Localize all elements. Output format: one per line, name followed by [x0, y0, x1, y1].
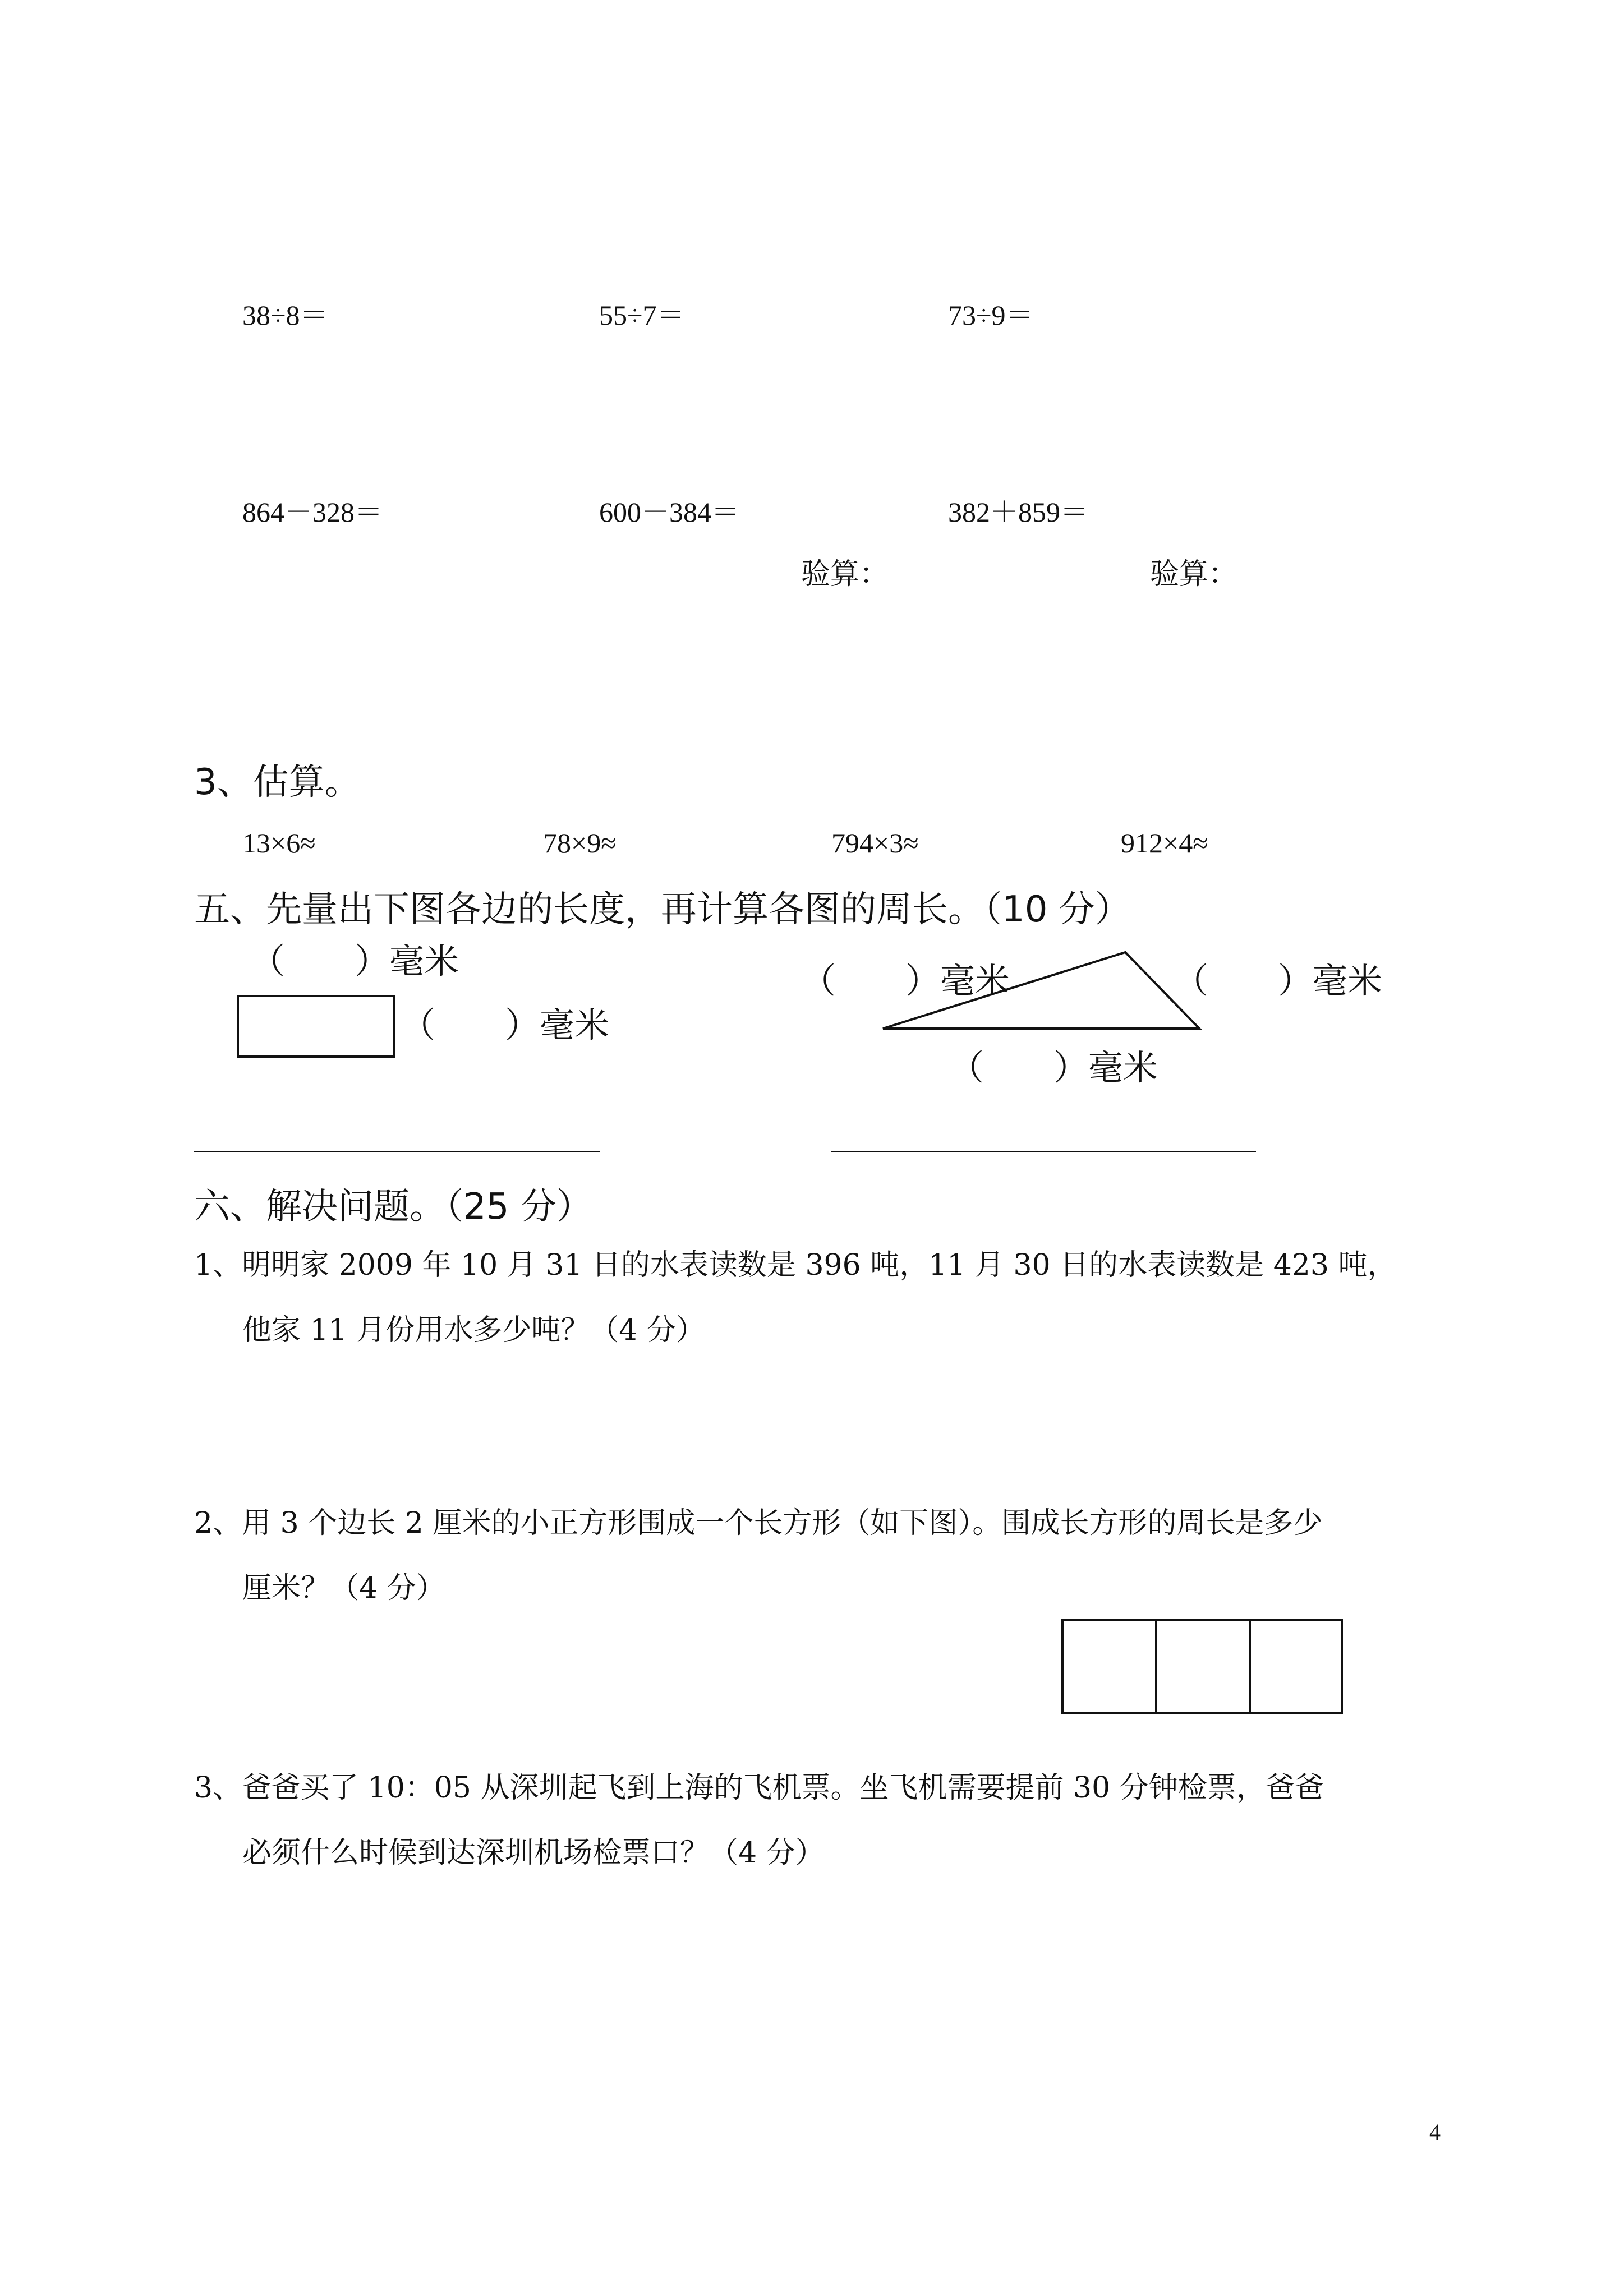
tri-left-label: （ ）毫米: [801, 960, 1010, 1001]
division-problem-1: 38÷8＝: [242, 299, 328, 331]
subtraction-problem-2: 600－384＝: [599, 496, 739, 528]
check-label-2: 验算：: [1150, 557, 1238, 591]
question-2-line-2: 厘米？（4 分）: [242, 1571, 445, 1605]
rect-right-label: （ ）毫米: [401, 1004, 610, 1045]
estimate-item-4: 912×4≈: [1121, 827, 1208, 859]
division-problem-2: 55÷7＝: [599, 299, 685, 331]
tri-right-label: （ ）毫米: [1174, 960, 1383, 1001]
square-divider-2: [1249, 1621, 1251, 1712]
addition-problem: 382＋859＝: [948, 496, 1088, 528]
square-divider-1: [1155, 1621, 1157, 1712]
question-3-line-1: 3、爸爸买了 10：05 从深圳起飞到上海的飞机票。坐飞机需要提前 30 分钟检票，爸爸: [194, 1771, 1324, 1805]
estimate-title: 3、估算。: [194, 762, 361, 803]
section6-title: 六、解决问题。（25 分）: [194, 1186, 592, 1228]
subtraction-problem-1: 864－328＝: [242, 496, 383, 528]
question-3-line-2: 必须什么时候到达深圳机场检票口？（4 分）: [242, 1836, 825, 1870]
question-1-line-1: 1、明明家 2009 年 10 月 31 日的水表读数是 396 吨，11 月 30 日的水表读数是 423 吨，: [194, 1248, 1397, 1282]
rect-top-label: （ ）毫米: [250, 940, 459, 981]
answer-line-triangle: [831, 1151, 1256, 1152]
tri-bottom-label: （ ）毫米: [949, 1047, 1158, 1088]
division-problem-3: 73÷9＝: [948, 299, 1034, 331]
estimate-item-3: 794×3≈: [831, 827, 919, 859]
three-squares-figure: [1061, 1619, 1343, 1714]
estimate-item-1: 13×6≈: [242, 827, 316, 859]
answer-line-rectangle: [194, 1151, 600, 1152]
question-1-line-2: 他家 11 月份用水多少吨？（4 分）: [242, 1313, 705, 1347]
question-2-line-1: 2、用 3 个边长 2 厘米的小正方形围成一个长方形（如下图）。围成长方形的周长是多少: [194, 1506, 1323, 1540]
page-number: 4: [1429, 2119, 1441, 2145]
estimate-item-2: 78×9≈: [543, 827, 617, 859]
check-label-1: 验算：: [801, 557, 889, 591]
section5-title: 五、先量出下图各边的长度，再计算各图的周长。（10 分）: [194, 889, 1131, 930]
